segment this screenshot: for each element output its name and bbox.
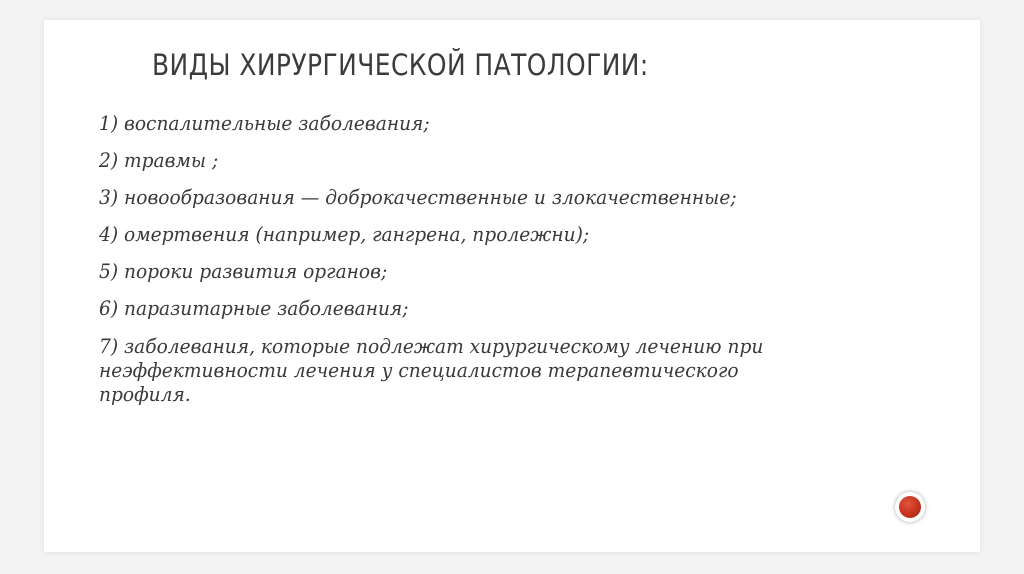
list-item: 5) пороки развития органов; — [99, 259, 388, 283]
nav-button-fill — [899, 496, 921, 518]
slide-title: ВИДЫ ХИРУРГИЧЕСКОЙ ПАТОЛОГИИ: — [152, 48, 649, 82]
list-item: 4) омертвения (например, гангрена, пролежни); — [99, 222, 590, 246]
list-item: 3) новообразования — доброкачественные и злокачественные; — [99, 185, 737, 209]
list-item: 6) паразитарные заболевания; — [99, 296, 409, 320]
list-item: 1) воспалительные заболевания; — [99, 111, 430, 135]
red-circle-icon[interactable] — [895, 492, 925, 522]
list-item: 2) травмы ; — [99, 148, 219, 172]
pathology-list — [99, 112, 879, 421]
list-item: 7) заболевания, которые подлежат хирургическому лечению при неэффективности лечения у специалистов терапевтического профиля. — [99, 334, 764, 406]
